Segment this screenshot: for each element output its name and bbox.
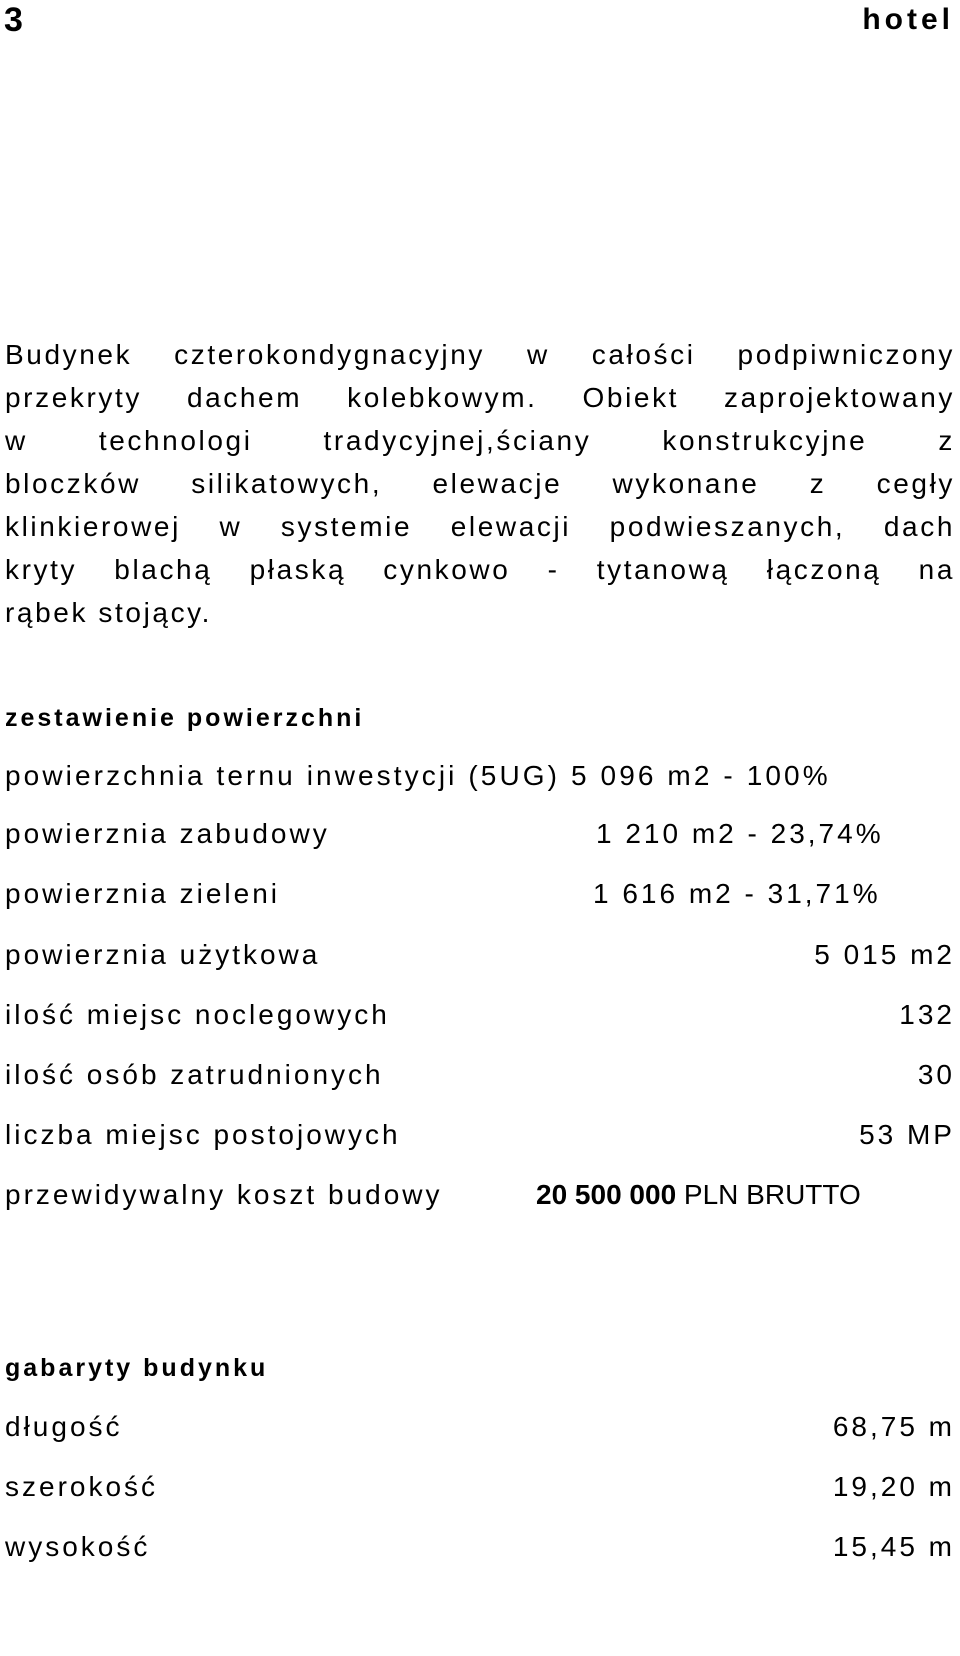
cost-row <box>5 1177 955 1213</box>
area-row-usable <box>5 937 955 973</box>
description-line: kryty blachą płaską cynkowo - tytanową łączoną na <box>5 554 955 585</box>
description-line: klinkierowej w systemie elewacji podwieszanych, dach <box>5 511 955 542</box>
area-value: 1 210 m2 - 23,74% <box>596 818 884 849</box>
description-line: Budynek czterokondygnacyjny w całości podpiwniczony <box>5 339 955 370</box>
area-row-parking <box>5 1117 955 1153</box>
area-value: 132 <box>899 999 955 1030</box>
cost-amount: 20 500 000 <box>536 1179 677 1210</box>
dimensions-section-title: gabaryty budynku <box>5 1354 269 1382</box>
area-label: liczba miejsc postojowych <box>5 1119 401 1150</box>
area-row-built <box>5 816 955 852</box>
dimension-value: 15,45 m <box>832 1531 955 1562</box>
area-label: powierznia zabudowy <box>5 818 330 849</box>
area-row-green <box>5 876 955 912</box>
page-number: 3 <box>4 1 23 39</box>
cost-label: przewidywalny koszt budowy <box>5 1179 443 1210</box>
dimension-row-width <box>5 1469 955 1505</box>
description-line: bloczków silikatowych, elewacje wykonane z cegły <box>5 468 955 499</box>
area-label: ilość osób zatrudnionych <box>5 1059 384 1090</box>
cost-value <box>536 1177 861 1213</box>
investment-area-row: powierzchnia ternu inwestycji (5UG) 5 096 m2 - 100% <box>5 760 831 791</box>
area-value: 30 <box>917 1059 955 1090</box>
area-label: powierznia zieleni <box>5 878 281 909</box>
area-label: ilość miejsc noclegowych <box>5 999 390 1030</box>
area-row-staff <box>5 1057 955 1093</box>
area-value: 53 MP <box>859 1119 955 1150</box>
dimension-label: wysokość <box>5 1531 151 1562</box>
area-value: 1 616 m2 - 31,71% <box>593 878 881 909</box>
building-description <box>5 333 955 634</box>
dimension-label: długość <box>5 1411 123 1442</box>
cost-currency: PLN BRUTTO <box>683 1179 861 1210</box>
dimension-value: 68,75 m <box>832 1411 955 1442</box>
areas-section-title: zestawienie powierzchni <box>5 704 365 732</box>
page-title: hotel <box>862 3 954 36</box>
dimension-row-height <box>5 1529 955 1565</box>
dimension-row-length <box>5 1409 955 1445</box>
area-row-beds <box>5 997 955 1033</box>
description-line: rąbek stojący. <box>5 597 213 628</box>
description-line: przekryty dachem kolebkowym. Obiekt zaprojektowany <box>5 382 955 413</box>
dimension-value: 19,20 m <box>832 1471 955 1502</box>
dimension-label: szerokość <box>5 1471 159 1502</box>
area-label: powierznia użytkowa <box>5 939 321 970</box>
description-line: w technologi tradycyjnej,ściany konstrukcyjne z <box>5 425 955 456</box>
area-value: 5 015 m2 <box>814 939 955 970</box>
